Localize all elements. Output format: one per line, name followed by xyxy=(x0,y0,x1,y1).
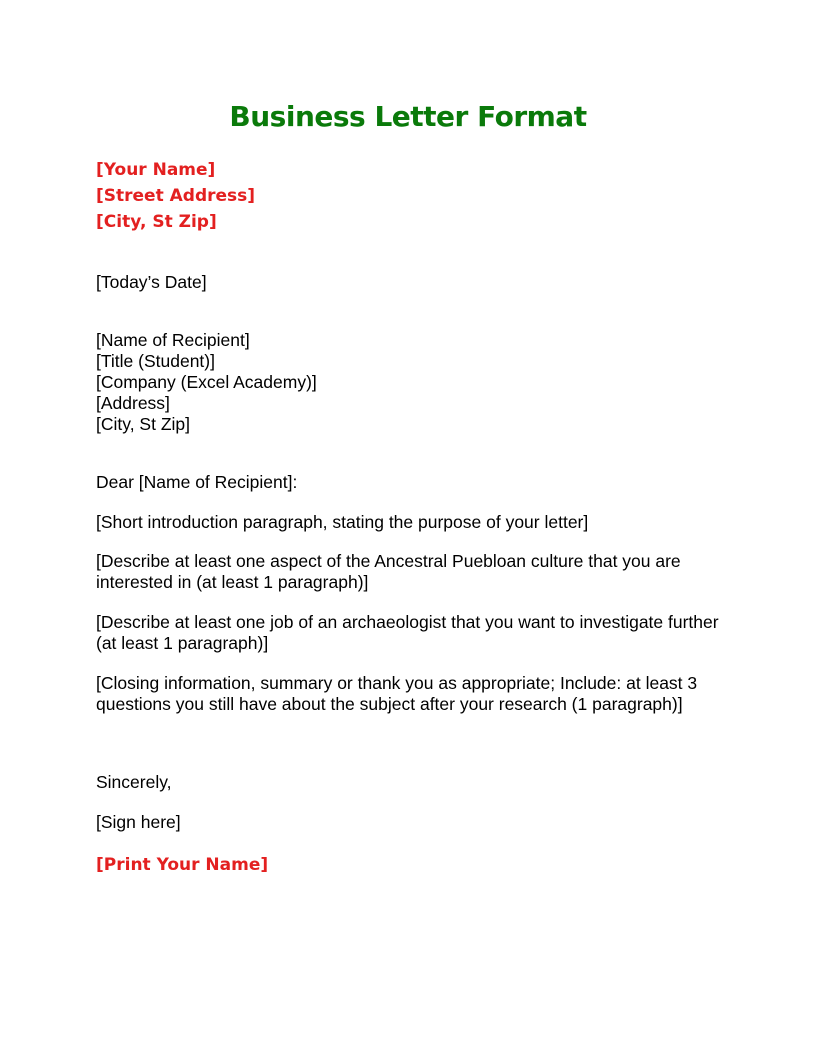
sender-name: [Your Name] xyxy=(96,160,216,180)
recipient-address-block xyxy=(96,330,317,435)
sender-address-block xyxy=(96,157,255,235)
recipient-address: [Address] xyxy=(96,393,170,413)
signature-placeholder: [Sign here] xyxy=(96,812,181,832)
sender-city-state-zip: [City, St Zip] xyxy=(96,212,217,232)
document-title: Business Letter Format xyxy=(229,100,587,133)
complimentary-closing: Sincerely, xyxy=(96,772,172,792)
letter-date: [Today’s Date] xyxy=(96,272,207,292)
paragraph-introduction: [Short introduction paragraph, stating the purpose of your letter] xyxy=(96,512,589,532)
recipient-company: [Company (Excel Academy)] xyxy=(96,372,317,392)
recipient-title: [Title (Student)] xyxy=(96,351,215,371)
paragraph-archaeologist-job: [Describe at least one job of an archaeologist that you want to investigate further (at least 1 paragraph)] xyxy=(96,612,719,653)
paragraph-closing-information: [Closing information, summary or thank you as appropriate; Include: at least 3 questions you still have about the subject after your research (1 paragraph)] xyxy=(96,673,698,714)
print-name-placeholder: [Print Your Name] xyxy=(96,855,269,875)
recipient-city-state-zip: [City, St Zip] xyxy=(96,414,190,434)
recipient-name: [Name of Recipient] xyxy=(96,330,250,350)
salutation: Dear [Name of Recipient]: xyxy=(96,472,298,492)
paragraph-culture: [Describe at least one aspect of the Ancestral Puebloan culture that you are interested in (at least 1 paragraph)] xyxy=(96,551,681,592)
sender-street-address: [Street Address] xyxy=(96,186,256,206)
